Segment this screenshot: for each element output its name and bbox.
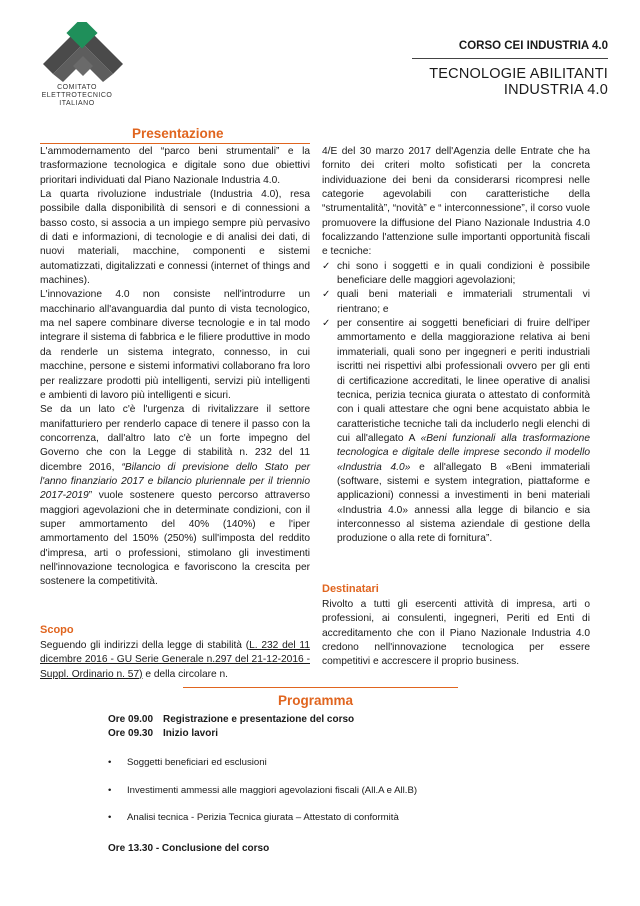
program-topic-text: Soggetti beneficiari ed esclusioni: [127, 757, 267, 768]
title-line-2: INDUSTRIA 4.0: [503, 82, 608, 98]
annex-a-title: «Beni funzionali alla trasformazione tecnologica e digitale delle imprese secondo il modello «Industria 4.0»: [337, 432, 590, 473]
checkmark-icon: ✓: [322, 318, 331, 330]
programma-divider: [183, 687, 458, 688]
scopo-body: [40, 639, 310, 682]
schedule-desc: Inizio lavori: [163, 728, 219, 739]
program-topic-text: Investimenti ammessi alle maggiori agevolazioni fiscali (All.A e All.B): [127, 785, 418, 796]
paragraph: L'innovazione 4.0 non consiste nell'introdurre un macchinario all'avanguardia dal punto di vista tecnologico, ma nel sapere combinare diverse tecnologie e in tal modo integrare il sistema di fabbrica e le filiere produttive in modo da renderle un sistema integrato, connesso, in cui macchine, persone e sistemi informativi collaborano fra loro per realizzare prodotti più intelligenti, servizi più intelligenti e ambienti di lavoro più intelligenti e sicuri.: [40, 289, 310, 401]
schedule-time: Ore 13.30: [108, 843, 154, 854]
list-item: [322, 317, 590, 547]
bullet-icon: •: [108, 785, 112, 796]
header-divider: [412, 58, 608, 59]
schedule-desc: - Conclusione del corso: [155, 843, 270, 854]
title-line-1: TECNOLOGIE ABILITANTI: [429, 66, 608, 82]
presentazione-heading: Presentazione: [132, 126, 224, 141]
program-topic-text: Analisi tecnica - Perizia Tecnica giurata – Attestato di conformità: [127, 812, 399, 823]
scopo-heading: Scopo: [40, 624, 74, 636]
list-item: [322, 260, 590, 289]
programma-heading: Programma: [278, 693, 354, 708]
schedule-row: [108, 713, 354, 727]
text-span: e della circolare n.: [142, 668, 229, 680]
text-span: Se da un lato c'è l'urgenza di rivitalizzare il settore manifatturiero per renderlo capace di tenere il passo con la concorrenza, dall'altro lato c'è un forte impegno del Governo che con la Legge di stabilità n. 232 del 11 dicembre 2016,: [40, 404, 310, 473]
paragraph: [40, 639, 310, 682]
text-span: ” vuole sostenere questo percorso attraverso maggiori agevolazioni che in determinate condizioni, con il super ammortamento del 40% (140%) e l'iper ammortamento del 150% (250%) sull'imposta del reddito d'impresa, arti o professioni, stimolano gli investimenti nell'innovazione tecnologica e favoriscono la crescita per sostenere la competitività.: [40, 490, 310, 588]
course-title: CORSO CEI INDUSTRIA 4.0: [458, 40, 608, 52]
logo-text-3: ITALIANO: [59, 100, 95, 107]
law-title: “Bilancio di previsione dello Stato per l'anno finanziario 2017 e bilancio pluriennale per il triennio 2017-2019: [40, 461, 310, 502]
schedule-time: Ore 09.00: [108, 714, 154, 725]
paragraph: La quarta rivoluzione industriale (Industria 4.0), resa possibile dalla disponibilità di sensori e di connessioni a basso costo, si associa a un impiego sempre più pervasivo di dati e informazioni, di tecnologie e di analisi dei dati, di nuovi materiali, macchine, componenti e sistemi automatizzati, digitalizzati e connessi (internet of things and machines).: [40, 189, 310, 287]
presentazione-body: [40, 145, 310, 590]
program-topic: [108, 785, 417, 797]
schedule-row: [108, 727, 218, 741]
paragraph: [40, 403, 310, 589]
logo-text-2: ELETTROTECNICO: [41, 92, 113, 99]
checkmark-icon: ✓: [322, 289, 331, 301]
schedule-row: [108, 842, 269, 856]
bullet-icon: •: [108, 757, 112, 768]
cei-logo-icon: [41, 22, 125, 84]
law-link[interactable]: L. 232 del 11 dicembre 2016 - GU Serie Generale n.297 del 21-12-2016 - Suppl. Ordinario n. 57): [40, 640, 310, 680]
cei-logo: [38, 22, 128, 108]
schedule-desc: Registrazione e presentazione del corso: [163, 714, 355, 725]
destinatari-heading: Destinatari: [322, 583, 379, 595]
list-item: [322, 288, 590, 317]
paragraph: Rivolto a tutti gli esercenti attività di impresa, arti o professioni, ai consulenti, ingegneri, Periti ed Enti di accreditamento che con il Piano Nazionale Industria 4.0 credono nell'innovazione tecnologica per essere competitivi e accrescere il proprio business.: [322, 599, 590, 668]
program-topic: [108, 757, 267, 769]
bullet-icon: •: [108, 812, 112, 823]
checkmark-icon: ✓: [322, 260, 331, 272]
right-column-body: [322, 145, 590, 547]
text-span: e all'allegato B «Beni immateriali (software, sistemi e system integration, piattaforme e applicazioni) connessi a investimenti in beni materiali «Industria 4.0» annessi alla legge di bilancio e sia interconnesso al sistema aziendale di gestione della produzione o alla rete di fornitura”.: [337, 461, 590, 545]
presentazione-divider: [40, 143, 310, 144]
destinatari-body: [322, 598, 590, 670]
opportunity-list: [322, 260, 590, 547]
schedule-time: Ore 09.30: [108, 728, 154, 739]
list-item-text: chi sono i soggetti e in quali condizioni è possibile beneficiare delle maggiori agevolazioni;: [337, 260, 590, 287]
text-span: per consentire ai soggetti beneficiari di fruire dell'iper ammortamento e della maggiorazione relativa ai beni immateriali, quali sono per ingegneri e periti industriali iscritti nei rispettivi albi professionali ovvero per gli enti di certificazione accreditati, le linee operative di analisi tecnica, perizia tecnica giurata o attestato di conformità con i quali attestare che ogni bene acquistato abbia le caratteristiche tecniche tali da includerlo negli elenchi di cui all'allegato A: [337, 318, 590, 444]
list-item-text: quali beni materiali e immateriali strumentali vi rientrano; e: [337, 289, 590, 315]
text-span: Seguendo gli indirizzi della legge di stabilità (: [40, 640, 250, 651]
logo-text-1: COMITATO: [57, 84, 97, 91]
document-title: [429, 66, 608, 98]
paragraph: L'ammodernamento del “parco beni strumentali” e la trasformazione tecnologica e digitale sono due obiettivi prioritari individuati dal Piano Nazionale Industria 4.0.: [40, 146, 310, 186]
program-topic: [108, 812, 399, 824]
paragraph: 4/E del 30 marzo 2017 dell'Agenzia delle Entrate che ha fornito dei criteri molto sofisticati per la concreta individuazione dei beni da considerarsi ricompresi nelle categorie agevolabili con caratteristiche della “strumentalità”, “novità” e “ interconnessione”, il corso vuole promuovere la diffusione del Piano Nazionale Industria 4.0 focalizzando l'attenzione sulle importanti opportunità fiscali e tecniche:: [322, 146, 590, 258]
